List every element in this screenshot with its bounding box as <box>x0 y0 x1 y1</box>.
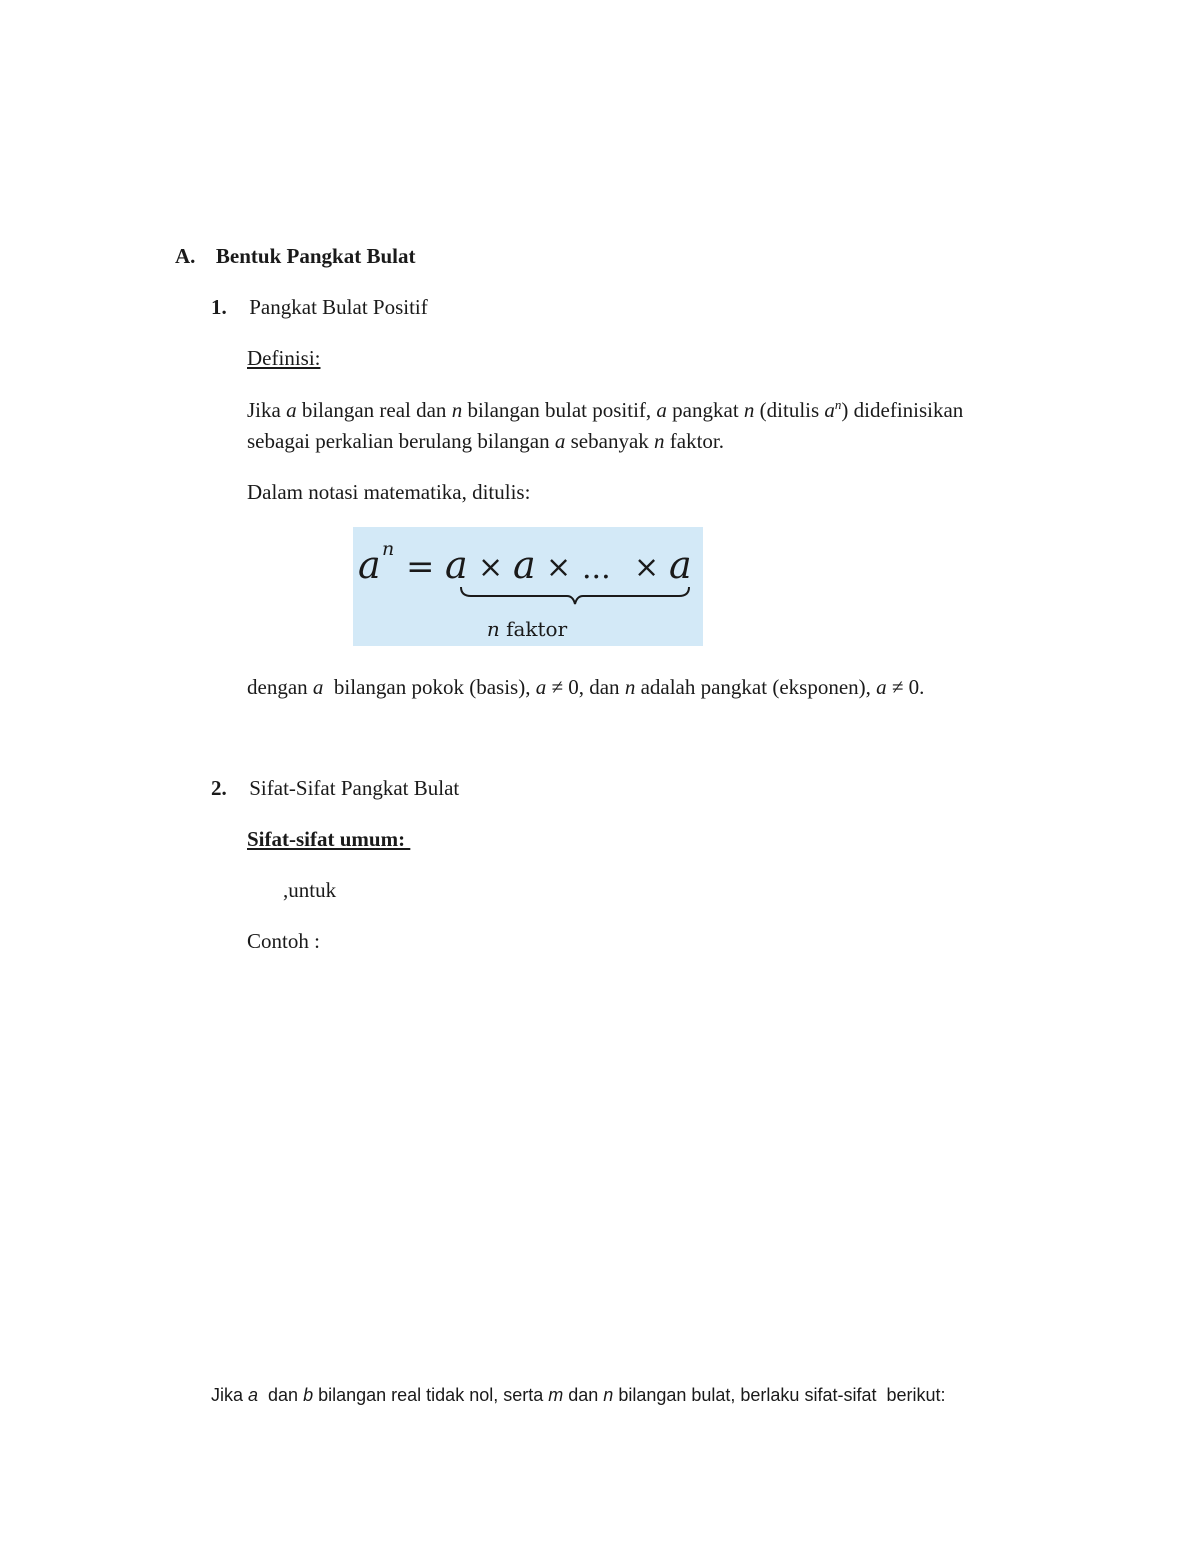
underbrace <box>461 587 689 604</box>
section-a-heading <box>175 244 415 269</box>
var-b: b <box>303 1385 314 1405</box>
var-m: m <box>548 1385 564 1405</box>
text-run: ) didefinisikan <box>841 398 964 422</box>
var-a: a <box>876 675 887 699</box>
section-a-title: Bentuk Pangkat Bulat <box>215 244 416 268</box>
text-run: bilangan pokok (basis), <box>323 675 536 699</box>
var-n: n <box>654 429 665 453</box>
var-a: a <box>312 675 324 699</box>
var-a: a <box>286 398 297 422</box>
subsection-1-heading <box>211 295 428 320</box>
exponent-n: n <box>834 397 842 412</box>
subsection-1-title: Pangkat Bulat Positif <box>249 295 428 319</box>
var-a: a <box>824 398 835 422</box>
var-a: a <box>535 675 547 699</box>
text-run: bilangan real tidak nol, serta <box>313 1385 549 1405</box>
text-run: faktor. <box>664 429 724 453</box>
var-n: n <box>743 398 755 422</box>
formula-svg <box>353 527 703 646</box>
definition-line-1 <box>247 397 963 423</box>
var-n: n <box>624 675 636 699</box>
brace-label-word: faktor <box>499 617 568 641</box>
text-run: pangkat <box>666 398 744 422</box>
subsection-1-number: 1. <box>211 295 227 319</box>
formula-times-3: × <box>634 550 660 585</box>
formula-image <box>353 527 703 646</box>
formula-equals: = <box>406 547 435 587</box>
contoh-label: Contoh : <box>247 929 320 953</box>
subsection-2-heading <box>211 776 459 801</box>
notation-intro: Dalam notasi matematika, ditulis: <box>247 480 531 504</box>
text-run: adalah pangkat (eksponen), <box>635 675 877 699</box>
text-run: dan <box>563 1385 604 1405</box>
footer-note <box>211 1385 946 1406</box>
definition-line-2 <box>247 429 724 454</box>
text-run: sebanyak <box>565 429 655 453</box>
text-run: bilangan bulat, berlaku sifat-sifat berikut: <box>613 1385 946 1405</box>
untuk-text: ,untuk <box>283 878 337 902</box>
definisi-label: Definisi: <box>247 346 321 370</box>
text-run: (ditulis <box>754 398 825 422</box>
var-n: n <box>451 398 463 422</box>
text-run: dan <box>258 1385 304 1405</box>
subsection-2-title: Sifat-Sifat Pangkat Bulat <box>249 776 460 800</box>
formula-factor-2: a <box>513 543 536 587</box>
text-run: ≠ 0, dan <box>546 675 625 699</box>
basis-note <box>247 675 924 700</box>
brace-label <box>487 617 568 641</box>
formula-exponent: n <box>382 538 395 560</box>
text-run: bilangan bulat positif, <box>462 398 657 422</box>
brace-label-var: n <box>486 617 500 641</box>
general-properties-label: Sifat-sifat umum: <box>247 827 411 851</box>
formula-base: a <box>358 543 381 587</box>
text-run: dengan <box>247 675 313 699</box>
text-run: ≠ 0. <box>886 675 925 699</box>
formula-times-1: × <box>478 550 504 585</box>
formula-factor-3: a <box>669 543 692 587</box>
text-run: sebagai perkalian berulang bilangan <box>247 429 555 453</box>
formula-ellipsis: ... <box>582 551 611 586</box>
text-run: Jika <box>211 1385 249 1405</box>
var-n: n <box>603 1385 614 1405</box>
text-run: Jika <box>247 398 287 422</box>
subsection-2-number: 2. <box>211 776 227 800</box>
section-a-letter: A. <box>175 244 196 268</box>
text-run: bilangan real dan <box>296 398 452 422</box>
var-a: a <box>248 1385 259 1405</box>
formula-times-2: × <box>546 550 572 585</box>
formula-factor-1: a <box>445 543 468 587</box>
var-a: a <box>656 398 667 422</box>
var-a: a <box>554 429 566 453</box>
